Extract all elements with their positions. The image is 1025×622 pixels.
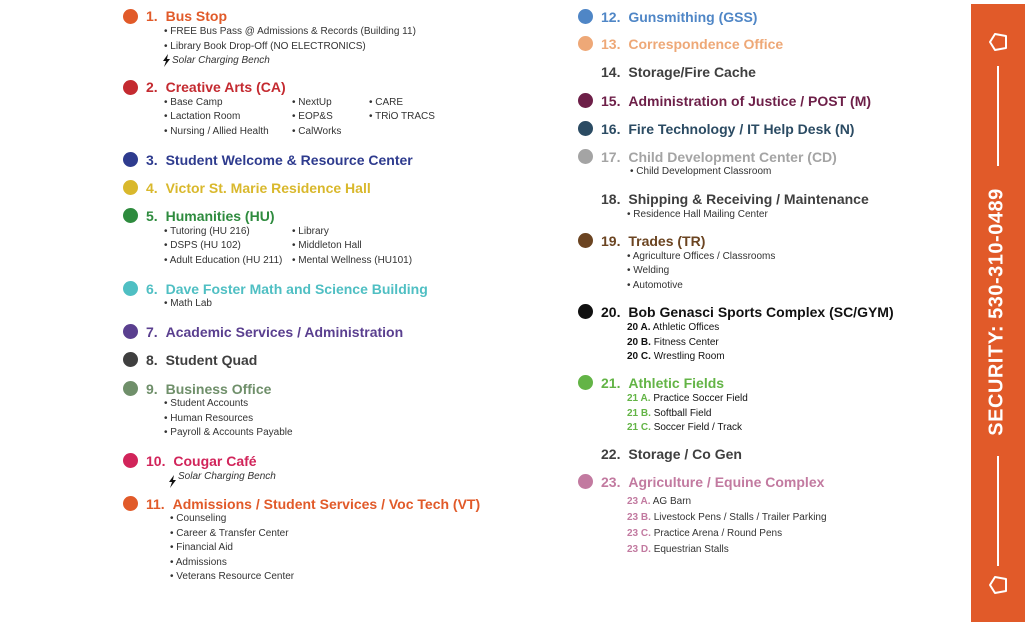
legend-marker-1 [123, 9, 138, 24]
legend-sub-item: • Veterans Resource Center [170, 571, 295, 582]
legend-heading-8 [146, 352, 257, 368]
legend-sub-item: • Adult Education (HU 211) [164, 255, 283, 266]
legend-sub-item: • Mental Wellness (HU101) [292, 255, 413, 266]
legend-number: 14. [601, 64, 621, 80]
sub-code: 21 C. [627, 422, 651, 433]
legend-sub-item: • Lactation Room [164, 111, 241, 122]
sub-text: Softball Field [653, 408, 712, 419]
sub-text: Fitness Center [653, 337, 719, 348]
legend-title: Student Welcome & Resource Center [165, 152, 413, 168]
legend-title: Administration of Justice / POST (M) [628, 93, 872, 109]
legend-title: Admissions / Student Services / Voc Tech (VT) [172, 496, 481, 512]
legend-title: Student Quad [165, 352, 258, 368]
legend-marker-3 [123, 152, 138, 167]
legend-title: Bob Genasci Sports Complex (SC/GYM) [628, 304, 894, 320]
legend-sub-item: • Agriculture Offices / Classrooms [627, 251, 776, 262]
legend-marker-10 [123, 453, 138, 468]
legend-sub-item: • Welding [627, 265, 670, 276]
legend-heading-18 [601, 191, 869, 207]
lightning-bolt-icon [162, 54, 171, 67]
legend-heading-10 [146, 453, 257, 469]
legend-number: 22. [601, 446, 621, 462]
legend-marker-13 [578, 36, 593, 51]
legend-number: 6. [146, 281, 158, 297]
legend-marker-16 [578, 121, 593, 136]
legend-heading-1 [146, 8, 227, 24]
legend-number: 9. [146, 381, 158, 397]
sub-code: 21 B. [627, 408, 651, 419]
legend-sub-item: • Residence Hall Mailing Center [627, 209, 768, 220]
legend-sub-item [627, 422, 742, 434]
legend-title: Shipping & Receiving / Maintenance [628, 191, 869, 207]
legend-sub-item: • Career & Transfer Center [170, 528, 289, 539]
legend-heading-4 [146, 180, 371, 196]
legend-marker-8 [123, 352, 138, 367]
sub-code: 20 B. [627, 337, 651, 348]
legend-sub-item: • Tutoring (HU 216) [164, 226, 250, 237]
legend-sub-item: • Counseling [170, 513, 227, 524]
legend-sub-item: • Child Development Classroom [630, 166, 772, 177]
legend-number: 23. [601, 474, 621, 490]
legend-number: 17. [601, 149, 621, 165]
legend-sub-item [627, 322, 719, 334]
legend-number: 1. [146, 8, 158, 24]
legend-title: Dave Foster Math and Science Building [165, 281, 428, 297]
legend-title: Storage/Fire Cache [628, 64, 756, 80]
solar-bench-note: Solar Charging Bench [172, 55, 270, 66]
legend-marker-17 [578, 149, 593, 164]
legend-sub-item: • EOP&S [292, 111, 333, 122]
sub-text: AG Barn [652, 496, 692, 507]
legend-number: 7. [146, 324, 158, 340]
legend-marker-23 [578, 474, 593, 489]
legend-heading-9 [146, 381, 271, 397]
legend-number: 12. [601, 9, 621, 25]
legend-sub-item: • Nursing / Allied Health [164, 126, 269, 137]
legend-heading-3 [146, 152, 413, 168]
legend-number: 10. [146, 453, 166, 469]
sub-text: Equestrian Stalls [653, 544, 729, 555]
legend-title: Victor St. Marie Residence Hall [165, 180, 371, 196]
legend-title: Fire Technology / IT Help Desk (N) [628, 121, 855, 137]
legend-title: Gunsmithing (GSS) [628, 9, 758, 25]
sub-code: 20 A. [627, 322, 651, 333]
legend-sub-item: • Library Book Drop-Off (NO ELECTRONICS) [164, 41, 366, 52]
solar-bench-note: Solar Charging Bench [178, 471, 276, 482]
legend-heading-16 [601, 121, 854, 137]
legend-marker-9 [123, 381, 138, 396]
sub-text: Soccer Field / Track [653, 422, 743, 433]
legend-heading-15 [601, 93, 871, 109]
sub-text: Athletic Offices [652, 322, 720, 333]
divider-line [997, 456, 999, 566]
legend-heading-22 [601, 446, 742, 462]
legend-sub-item [627, 528, 782, 540]
sub-text: Practice Arena / Round Pens [653, 528, 783, 539]
divider-line [997, 66, 999, 166]
legend-title: Athletic Fields [628, 375, 725, 391]
legend-sub-item [627, 351, 725, 363]
sub-code: 21 A. [627, 393, 651, 404]
legend-sub-item [627, 544, 729, 556]
legend-sub-item [627, 512, 827, 524]
legend-number: 5. [146, 208, 158, 224]
legend-sub-item [627, 496, 691, 508]
shield-icon [987, 574, 1009, 596]
legend-marker-2 [123, 80, 138, 95]
legend-title: Academic Services / Administration [165, 324, 404, 340]
legend-number: 2. [146, 79, 158, 95]
legend-sub-item: • FREE Bus Pass @ Admissions & Records (Building 11) [164, 26, 416, 37]
legend-number: 21. [601, 375, 621, 391]
legend-number: 15. [601, 93, 621, 109]
sub-code: 23 C. [627, 528, 651, 539]
sub-code: 23 A. [627, 496, 651, 507]
legend-sub-item: • CalWorks [292, 126, 342, 137]
legend-sub-item [627, 393, 748, 405]
sub-code: 23 B. [627, 512, 651, 523]
legend-sub-item: • Base Camp [164, 97, 223, 108]
legend-number: 18. [601, 191, 621, 207]
legend-heading-20 [601, 304, 894, 320]
legend-marker-11 [123, 496, 138, 511]
legend-marker-6 [123, 281, 138, 296]
legend-number: 19. [601, 233, 621, 249]
legend-heading-17 [601, 149, 837, 165]
shield-icon [987, 31, 1009, 53]
legend-heading-2 [146, 79, 286, 95]
legend-sub-item: • Student Accounts [164, 398, 249, 409]
security-phone: SECURITY: 530-310-0489 [985, 188, 1008, 436]
legend-sub-item: • TRiO TRACS [369, 111, 435, 122]
legend-sub-item [627, 408, 712, 420]
legend-title: Humanities (HU) [165, 208, 275, 224]
legend-marker-5 [123, 208, 138, 223]
legend-sub-item: • Financial Aid [170, 542, 233, 553]
legend-title: Business Office [165, 381, 272, 397]
legend-heading-11 [146, 496, 480, 512]
legend-heading-12 [601, 9, 757, 25]
legend-heading-6 [146, 281, 428, 297]
legend-title: Agriculture / Equine Complex [628, 474, 825, 490]
legend-marker-20 [578, 304, 593, 319]
legend-title: Cougar Café [173, 453, 257, 469]
legend-number: 8. [146, 352, 158, 368]
legend-heading-21 [601, 375, 724, 391]
legend-marker-12 [578, 9, 593, 24]
legend-number: 4. [146, 180, 158, 196]
legend-sub-item: • Payroll & Accounts Payable [164, 427, 293, 438]
legend-title: Child Development Center (CD) [628, 149, 837, 165]
legend-number: 16. [601, 121, 621, 137]
legend-title: Correspondence Office [628, 36, 784, 52]
legend-number: 11. [146, 496, 165, 512]
legend-heading-13 [601, 36, 783, 52]
lightning-bolt-icon [168, 475, 177, 488]
legend-sub-item: • Library [292, 226, 329, 237]
legend-marker-21 [578, 375, 593, 390]
sub-text: Wrestling Room [653, 351, 725, 362]
legend-marker-7 [123, 324, 138, 339]
legend-sub-item [627, 337, 719, 349]
legend-title: Creative Arts (CA) [165, 79, 286, 95]
legend-sub-item: • CARE [369, 97, 404, 108]
legend-title: Storage / Co Gen [628, 446, 742, 462]
legend-sub-item: • Admissions [170, 557, 227, 568]
legend-sub-item: • Middleton Hall [292, 240, 362, 251]
legend-marker-19 [578, 233, 593, 248]
sub-text: Livestock Pens / Stalls / Trailer Parking [653, 512, 827, 523]
legend-heading-7 [146, 324, 403, 340]
legend-marker-4 [123, 180, 138, 195]
legend-title: Bus Stop [165, 8, 228, 24]
sub-text: Practice Soccer Field [653, 393, 748, 404]
legend-number: 20. [601, 304, 621, 320]
sub-code: 20 C. [627, 351, 651, 362]
legend-sub-item: • NextUp [292, 97, 332, 108]
legend-sub-item: • Human Resources [164, 413, 254, 424]
legend-heading-5 [146, 208, 274, 224]
legend-sub-item: • Math Lab [164, 298, 212, 309]
legend-heading-14 [601, 64, 756, 80]
legend-sub-item: • Automotive [627, 280, 683, 291]
legend-number: 13. [601, 36, 621, 52]
sub-code: 23 D. [627, 544, 651, 555]
legend-sub-item: • DSPS (HU 102) [164, 240, 241, 251]
legend-heading-23 [601, 474, 824, 490]
legend-title: Trades (TR) [628, 233, 706, 249]
legend-number: 3. [146, 152, 158, 168]
legend-marker-15 [578, 93, 593, 108]
legend-heading-19 [601, 233, 705, 249]
